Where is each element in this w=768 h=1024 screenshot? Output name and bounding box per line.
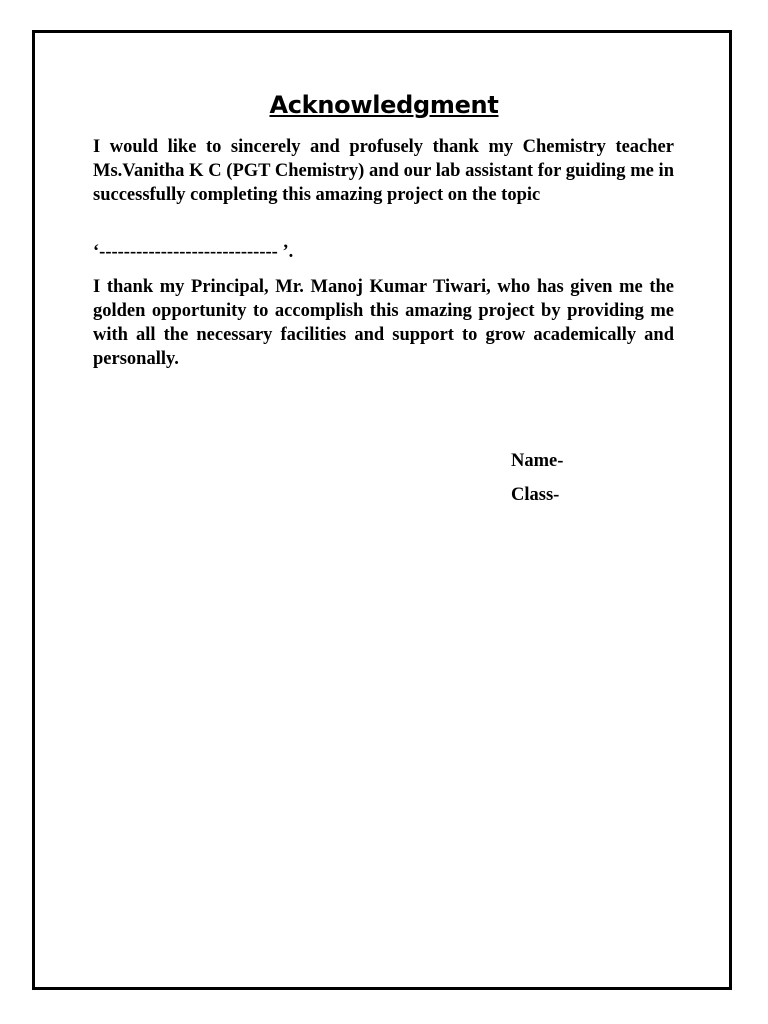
page-title: Acknowledgment bbox=[269, 91, 499, 119]
acknowledgment-paragraph-teacher: I would like to sincerely and profusely thank my Chemistry teacher Ms.Vanitha K C (PGT Chemistry) and our lab assistant for guiding me in successfully completing this amazing project on the topic bbox=[93, 137, 674, 205]
acknowledgment-paragraph-principal: I thank my Principal, Mr. Manoj Kumar Tiwari, who has given me the golden opportunity to accomplish this amazing project by providing me with all the necessary facilities and support to grow academically and personally. bbox=[93, 277, 674, 369]
signature-name-label: Name- bbox=[511, 451, 564, 471]
topic-placeholder-line: ‘----------------------------- ’. bbox=[93, 242, 294, 262]
signature-class-label: Class- bbox=[511, 485, 560, 505]
